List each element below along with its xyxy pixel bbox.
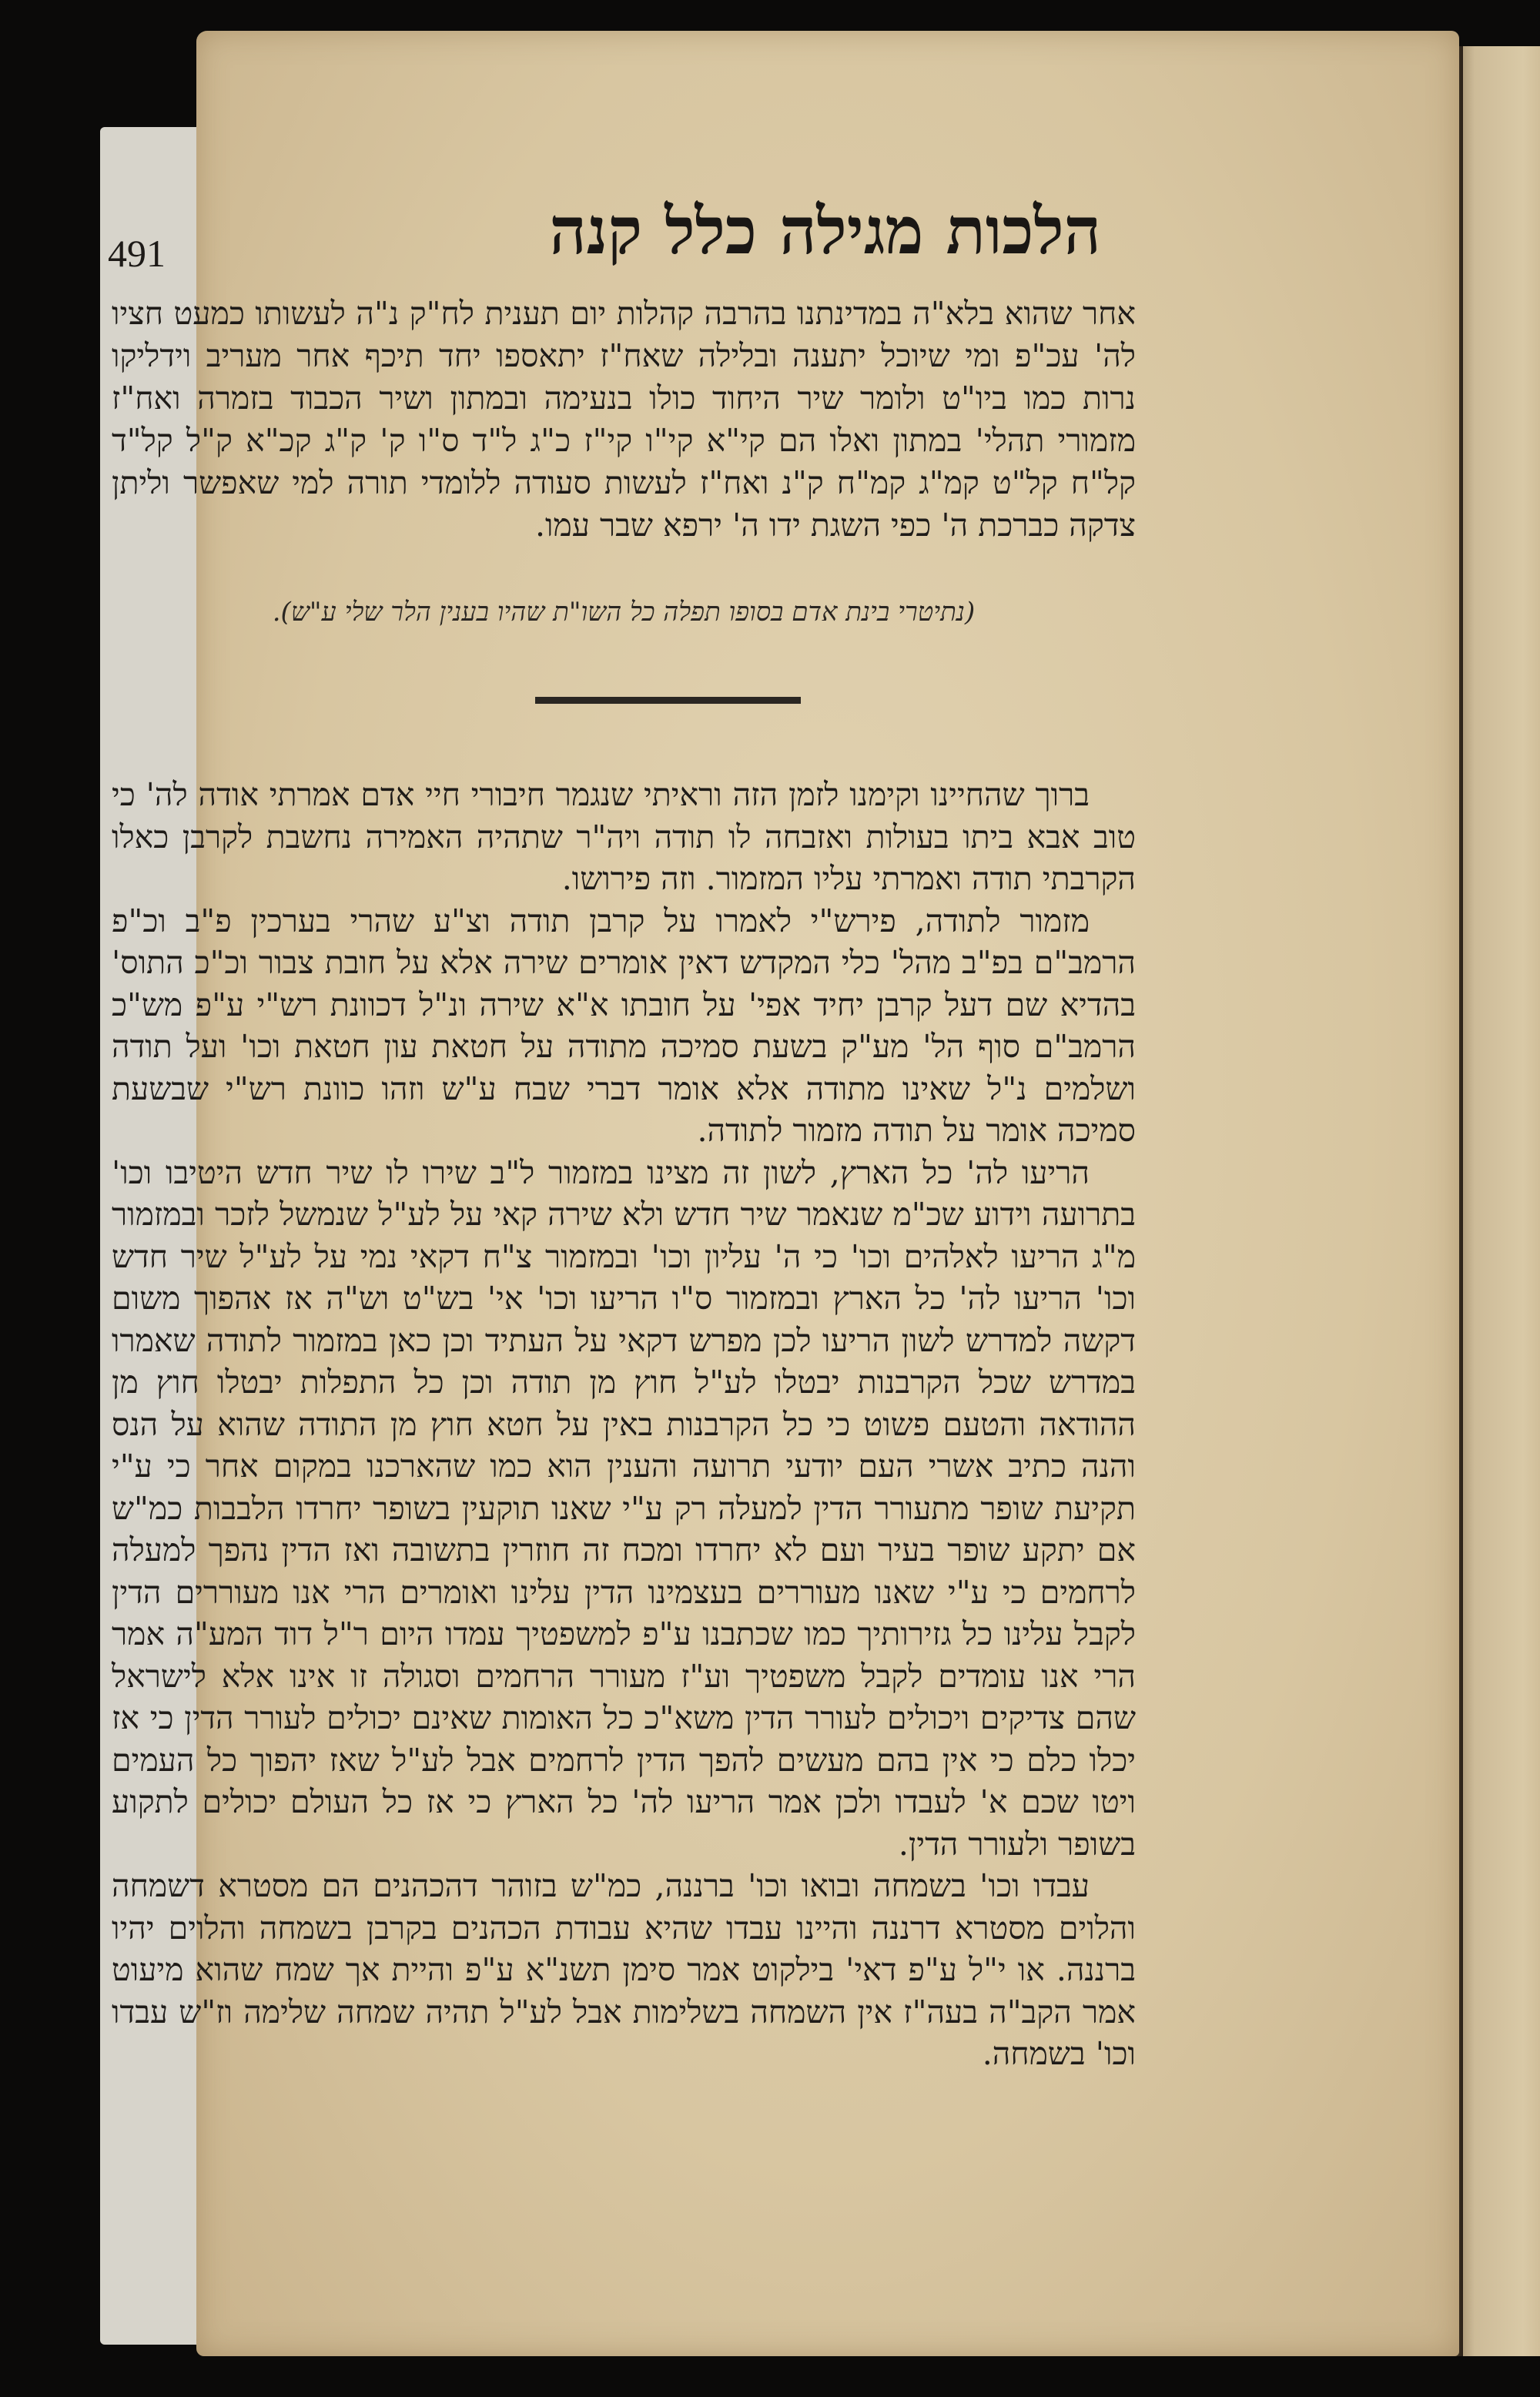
body-text — [112, 774, 1136, 2075]
page-header — [108, 169, 1132, 285]
body-paragraph: הריעו לה' כל הארץ, לשון זה מצינו במזמור ל"ב שירו לו שיר חדש היטיבו וכו' בתרועה וידוע שכ"מ שנאמר שיר חדש ולא שירה קאי על לע"ל שנמשל לזכר ובמזמור מ"ג הריעו לאלהים וכו' כי ה' עליון וכו' ובמזמור צ"ח דקאי נמי על לע"ל שיר חדש וכו' הריעו לה' כל הארץ ובמזמור ס"ו הריעו וכו' אי' בש"ט וש"ה אז אהפוך משום דקשה למדרש לשון הריעו לכן מפרש דקאי על העתיד וכן כאן במזמור לתודה שאמרו במדרש שכל הקרבנות יבטלו לע"ל חוץ מן תודה וכן כל התפלות יבטלו חוץ מן ההודאה והטעם פשוט כי כל הקרבנות באין על חטא חוץ מן התודה שהוא על הנס והנה כתיב אשרי העם יודעי תרועה והענין הוא כמו שהארכנו במקום אחר כי ע"י תקיעת שופר מתעורר הדין למעלה רק ע"י שאנו תוקעין בשופר יחרדו הלבבות כמ"ש אם יתקע שופר בעיר ועם לא יחרדו ומכח זה חוזרין בתשובה ואז הדין נהפך למעלה לרחמים כי ע"י שאנו מעוררים בעצמינו הדין עלינו ואומרים הרי אנו מעוררים הדין לקבל עלינו כל גזירותיך כמו שכתבנו ע"פ למשפטיך עמדו היום ר"ל דוד המע"ה אמר הרי אנו עומדים לקבל משפטיך וע"ז מעורר הרחמים וסגולה זו אינו אלא לישראל שהם צדיקים ויכולים לעורר הדין משא"כ כל האומות שאינם יכולים לעורר הדין כי אז יכלו כלם כי אין בהם מעשים להפך הדין לרחמים אבל לע"ל שאז יהפוך כל העמים ויטו שכם א' לעבדו ולכן אמר הריעו לה' כל הארץ כי אז כל העולם יכולים לתקוע בשופר ולעורר הדין. — [112, 1153, 1136, 1863]
top-paragraph — [112, 293, 1136, 547]
body-paragraph: מזמור לתודה, פירש"י לאמרו על קרבן תודה וצ"ע שהרי בערכין פ"ב וכ"פ הרמב"ם בפ"ב מהל' כלי המקדש דאין אומרים שירה אלא על חובת צבור וכ"כ התוס' בהדיא שם דעל קרבן יחיד אפי' על חובתו א"א שירה ונ"ל דכוונת רש"י ע"פ מש"כ הרמב"ם סוף הל' מע"ק בשעת סמיכה מתודה על חטאת עון חטאת וכו' ועל תודה ושלמים נ"ל שאינו מתודה אלא אומר דברי שבח ע"ש וזהו כוונת רש"י שבשעת סמיכה אומר על תודה מזמור לתודה. — [112, 902, 1136, 1149]
page-number: 491 — [108, 232, 166, 275]
top-paragraph-text: אחר שהוא בלא"ה במדינתנו בהרבה קהלות יום תענית לח"ק נ"ה לעשותו כמעט חציו לה' עכ"פ ומי שיוכל יתענה ובלילה שאח"ז יתאספו יחד תיכף אחר מעריב וידליקו נרות כמו ביו"ט ולומר שיר היחוד כולו בנעימה ובמתון ושיר הכבוד בזמרה ואח"ז מזמורי תהלי' במתון ואלו הם קי"א קי"ו קי"ז כ"ג ל"ד ס"ו ק' ק"ג קכ"א ק"ל קל"ד קל"ח קל"ט קמ"ג קמ"ח ק"נ ואח"ז לעשות סעודה ללומדי תורה למי שאפשר וליתן צדקה כברכת ה' כפי השגת ידו ה' ירפא שבר עמו. — [112, 295, 1136, 544]
running-title: הלכות מגילה כלל קנה — [549, 192, 1101, 269]
body-paragraph: עבדו וכו' בשמחה ובואו וכו' ברננה, כמ"ש בזוהר דהכהנים הם מסטרא דשמחה והלוים מסטרא דרננה והיינו עבדו שהיא עבודת הכהנים בקרבן בשמחה והלוים יהיו ברננה. או י"ל ע"פ דאי' בילקוט אמר סימן תשנ"א ע"פ והיית אך שמח שהוא מיעוט אמר הקב"ה בעה"ז אין השמחה בשלימות אבל לע"ל תהיה שמחה שלימה וז"ש עבדו וכו' בשמחה. — [112, 1867, 1136, 2072]
section-divider — [535, 697, 801, 704]
body-paragraph: ברוך שהחיינו וקימנו לזמן הזה וראיתי שנגמר חיבורי חיי אדם אמרתי אודה לה' כי טוב אבא ביתו בעולות ואזבחה לו תודה ויה"ר שתהיה האמירה נחשבת לקרבן כאלו הקרבתי תודה ואמרתי עליו המזמור. וזה פירושו. — [112, 776, 1136, 897]
parenthetical-note: (נתיטרי בינת אדם בסופו תפלה כל השו"ת שהיו בענין הלר שלי ע"ש). — [272, 597, 976, 628]
